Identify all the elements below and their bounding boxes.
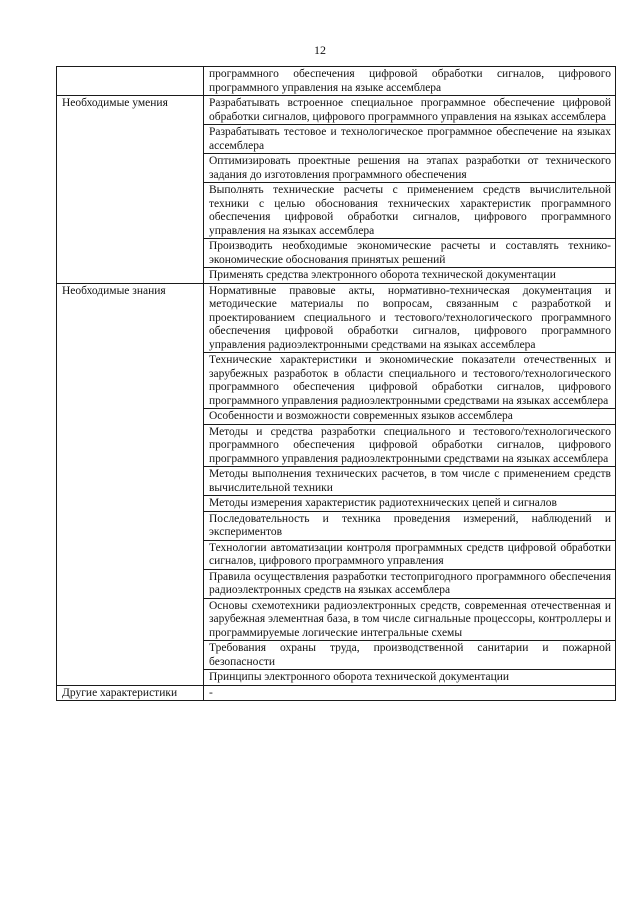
- requirement-item: Применять средства электронного оборота технической документации: [204, 268, 616, 284]
- requirement-item: Правила осуществления разработки тестопригодного программного обеспечения радиоэлектронных средств на языках ассемблера: [204, 569, 616, 598]
- section-label: Необходимые знания: [57, 283, 204, 685]
- table-row: [57, 67, 616, 96]
- requirement-item: Выполнять технические расчеты с применением средств вычислительной техники с целью обоснования технических характеристик программного обеспечения цифровой обработки сигналов, цифрового программного управления на языках ассемблера: [204, 183, 616, 239]
- requirement-item: Требования охраны труда, производственной санитарии и пожарной безопасности: [204, 641, 616, 670]
- requirement-item: Основы схемотехники радиоэлектронных средств, современная отечественная и зарубежная элементная база, в том числе сигнальные процессоры, контроллеры и программируемые логические интегральные схемы: [204, 598, 616, 641]
- requirement-item: Методы и средства разработки специального и тестового/технологического программного обеспечения цифровой обработки сигналов, цифрового программного управления радиоэлектронными средствами на языках ассемблера: [204, 424, 616, 467]
- table-row: [57, 685, 616, 701]
- section-label: [57, 67, 204, 96]
- requirement-item: Технические характеристики и экономические показатели отечественных и зарубежных разработок в области специального и тестового/технологического программного обеспечения цифровой обработки сигналов, цифрового программного управления радиоэлектронными средствами на языках ассемблера: [204, 353, 616, 409]
- characteristics-table: [56, 66, 616, 701]
- requirement-item: программного обеспечения цифровой обработки сигналов, цифрового программного управления на языке ассемблера: [204, 67, 616, 96]
- requirement-item: Производить необходимые экономические расчеты и составлять технико-экономические обоснования принятых решений: [204, 239, 616, 268]
- requirement-item: Принципы электронного оборота технической документации: [204, 670, 616, 686]
- table-row: [57, 283, 616, 353]
- page-number: 12: [314, 43, 326, 57]
- table-row: [57, 96, 616, 125]
- requirement-item: -: [204, 685, 616, 701]
- requirement-item: Нормативные правовые акты, нормативно-техническая документация и методические материалы по вопросам, связанным с разработкой и проектированием специального и тестового/технологического программного обеспечения цифровой обработки сигналов, цифрового программного управления радиоэлектронными средствами на языках ассемблера: [204, 283, 616, 353]
- section-label: Другие характеристики: [57, 685, 204, 701]
- requirement-item: Последовательность и техника проведения измерений, наблюдений и экспериментов: [204, 511, 616, 540]
- requirement-item: Оптимизировать проектные решения на этапах разработки от технического задания до изготовления программного обеспечения: [204, 154, 616, 183]
- requirement-item: Разрабатывать тестовое и технологическое программное обеспечение на языках ассемблера: [204, 125, 616, 154]
- requirement-item: Особенности и возможности современных языков ассемблера: [204, 409, 616, 425]
- section-label: Необходимые умения: [57, 96, 204, 284]
- requirement-item: Разрабатывать встроенное специальное программное обеспечение цифровой обработки сигналов, цифрового программного управления на языках ассемблера: [204, 96, 616, 125]
- requirement-item: Методы выполнения технических расчетов, в том числе с применением средств вычислительной техники: [204, 467, 616, 496]
- requirement-item: Методы измерения характеристик радиотехнических цепей и сигналов: [204, 496, 616, 512]
- requirement-item: Технологии автоматизации контроля программных средств цифровой обработки сигналов, цифрового программного управления: [204, 540, 616, 569]
